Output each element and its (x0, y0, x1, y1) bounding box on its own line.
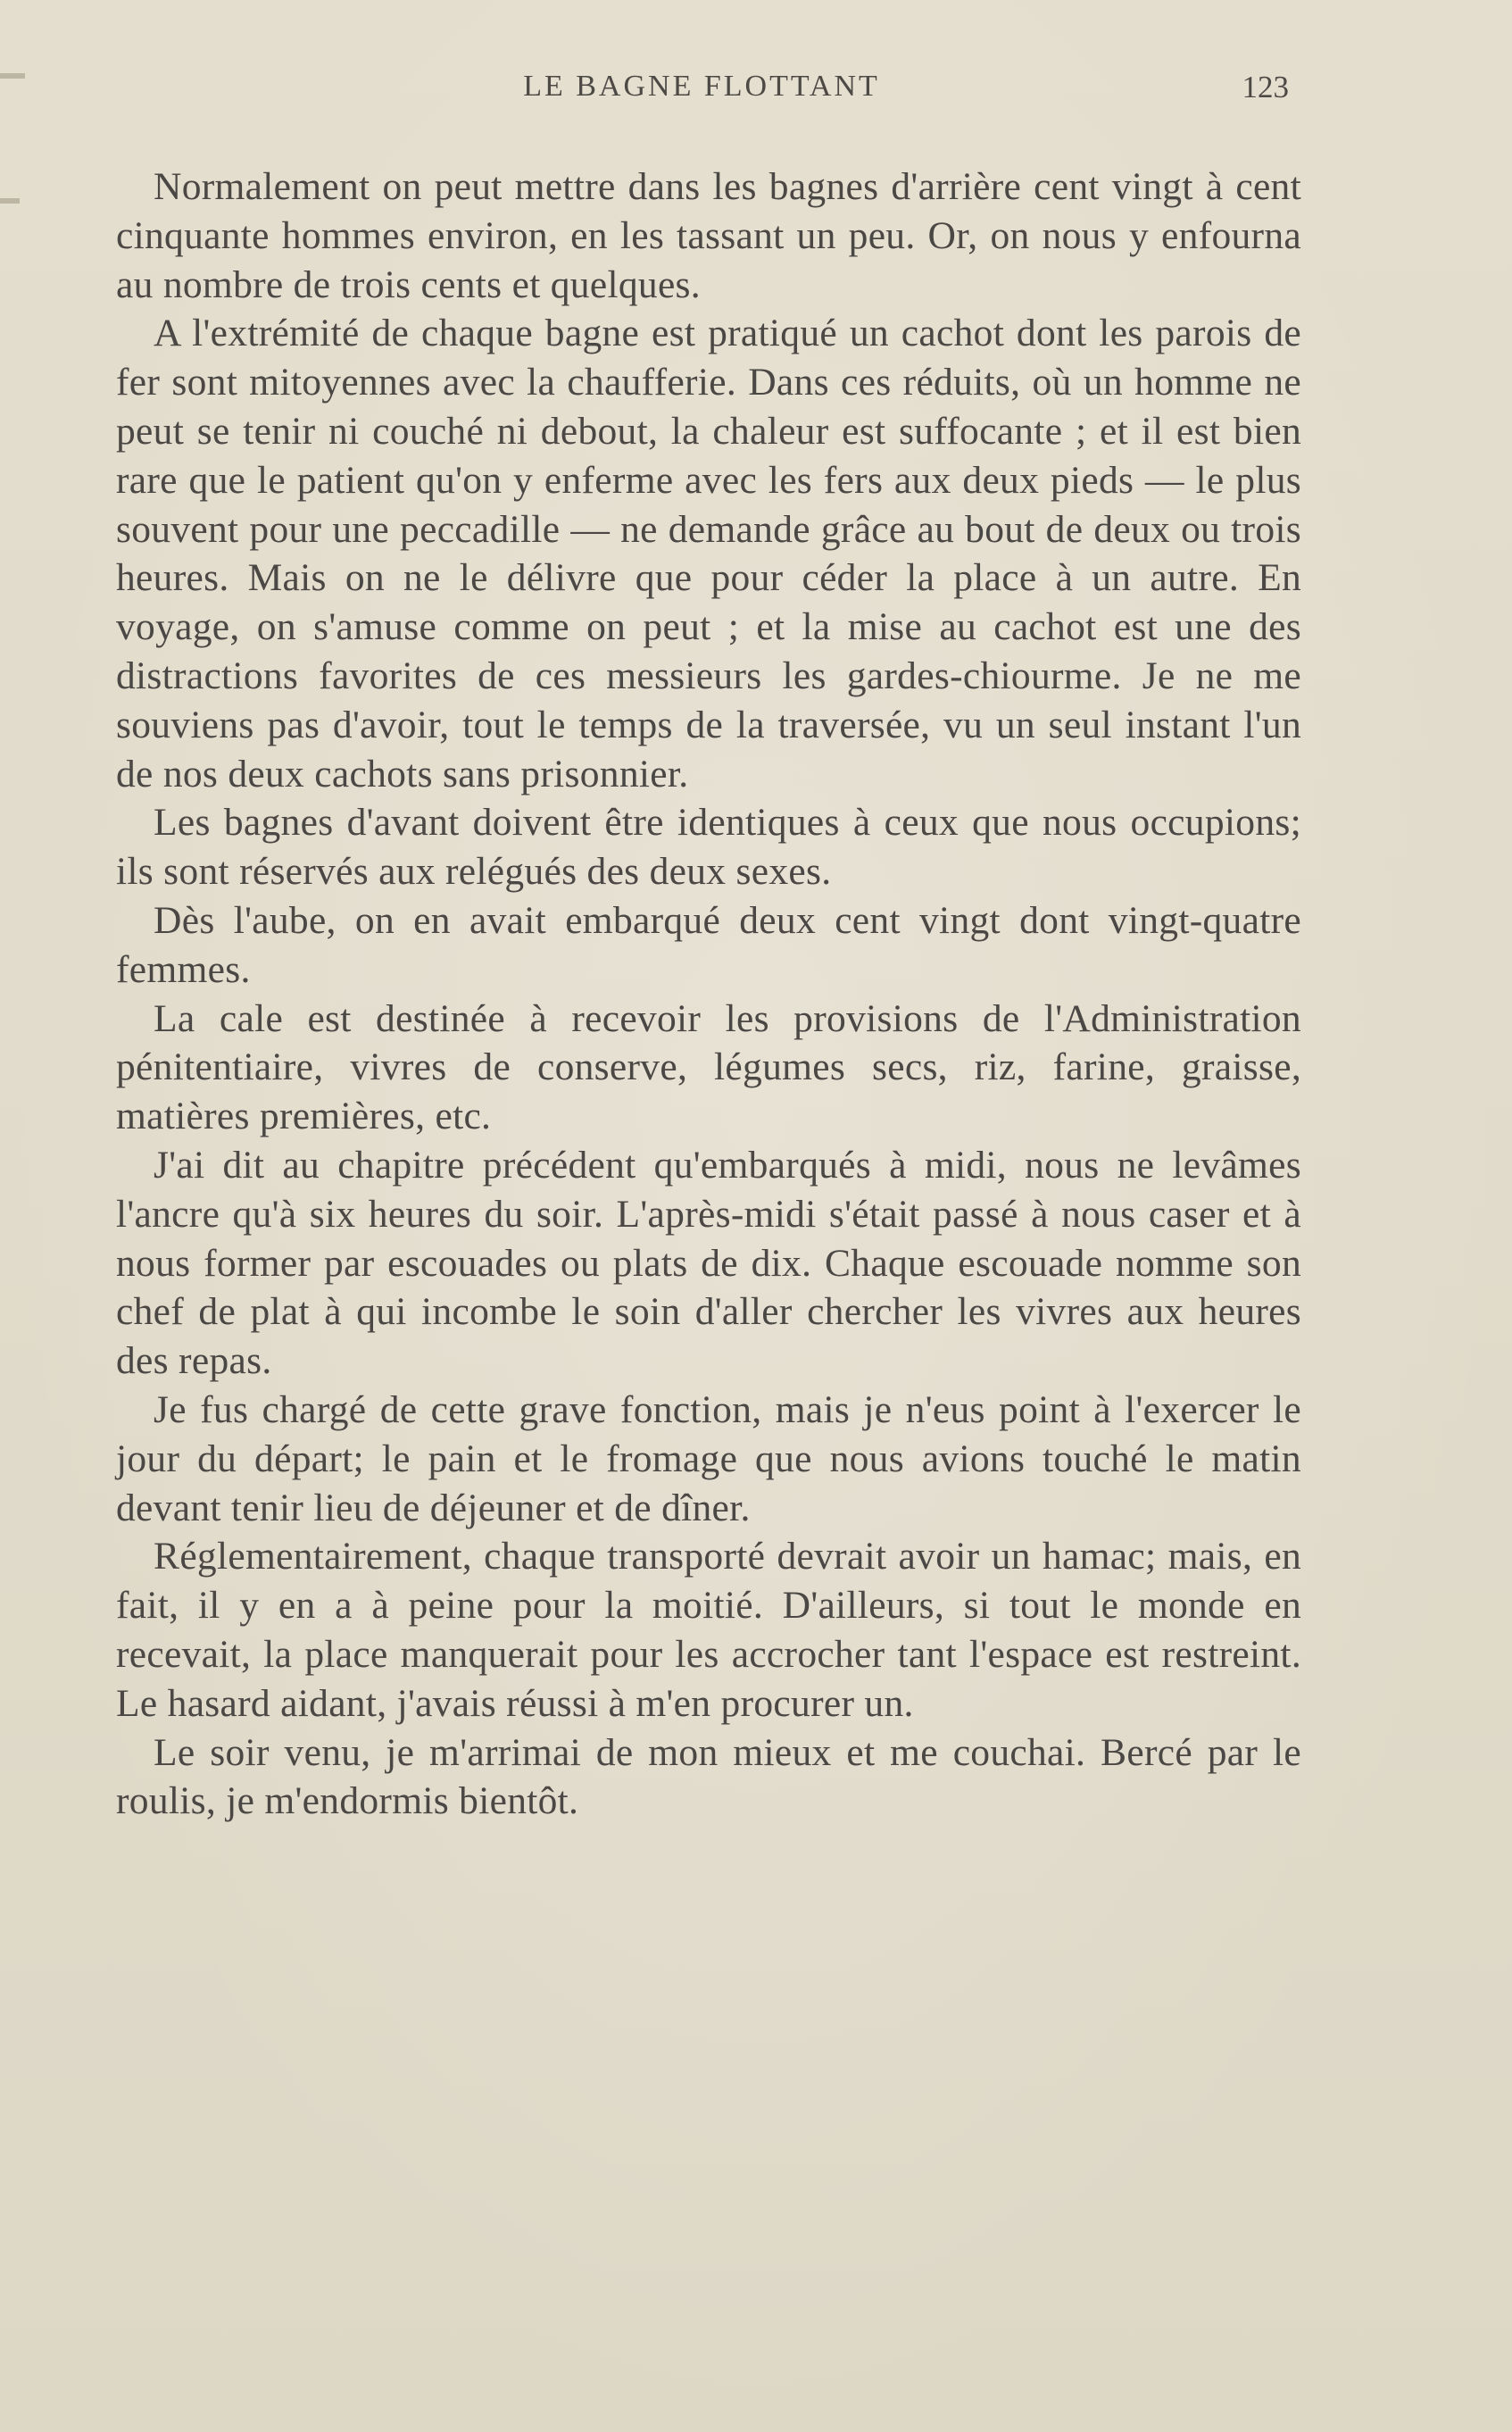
body-text (116, 162, 1301, 1826)
paragraph: Les bagnes d'avant doivent être identiques à ceux que nous occupions; ils sont réservés aux relégués des deux sexes. (116, 801, 1301, 894)
page-header (114, 70, 1289, 116)
page-edge-mark (0, 198, 20, 204)
paragraph: Le soir venu, je m'arrimai de mon mieux et me couchai. Bercé par le roulis, je m'endormis bientôt. (116, 1730, 1301, 1823)
paragraph: La cale est destinée à recevoir les provisions de l'Administration pénitentiaire, vivres de conserve, légumes secs, riz, farine, graisse, matières premières, etc. (116, 996, 1301, 1138)
running-title: LE BAGNE FLOTTANT (523, 70, 880, 103)
page-number: 123 (1242, 70, 1289, 104)
page-edge-mark (0, 73, 25, 79)
paragraph: Normalement on peut mettre dans les bagnes d'arrière cent vingt à cent cinquante hommes environ, en les tassant un peu. Or, on nous y enfourna au nombre de trois cents et quelques. (116, 165, 1301, 306)
paragraph: Dès l'aube, on en avait embarqué deux cent vingt dont vingt-quatre femmes. (116, 898, 1301, 991)
paragraph: A l'extrémité de chaque bagne est pratiqué un cachot dont les parois de fer sont mitoyennes avec la chaufferie. Dans ces réduits, où un homme ne peut se tenir ni couché ni debout, la chaleur est suffocante ; et il est bien rare que le patient qu'on y enferme avec les fers aux deux pieds — le plus souvent pour une peccadille — ne demande grâce au bout de deux ou trois heures. Mais on ne le délivre que pour céder la place à un autre. En voyage, on s'amuse comme on peut ; et la mise au cachot est une des distractions favorites de ces messieurs les gardes-chiourme. Je ne me souviens pas d'avoir, tout le temps de la traversée, vu un seul instant l'un de nos deux cachots sans prisonnier. (116, 312, 1301, 795)
paragraph: Je fus chargé de cette grave fonction, mais je n'eus point à l'exercer le jour du départ; le pain et le fromage que nous avions touché le matin devant tenir lieu de déjeuner et de dîner. (116, 1387, 1301, 1529)
paragraph: Réglementairement, chaque transporté devrait avoir un hamac; mais, en fait, il y en a à peine pour la moitié. D'ailleurs, si tout le monde en recevait, la place manquerait pour les accrocher tant l'espace est restreint. Le hasard aidant, j'avais réussi à m'en procurer un. (116, 1535, 1301, 1725)
paragraph: J'ai dit au chapitre précédent qu'embarqués à midi, nous ne levâmes l'ancre qu'à six heures du soir. L'après-midi s'était passé à nous caser et à nous former par escouades ou plats de dix. Chaque escouade nomme son chef de plat à qui incombe le soin d'aller chercher les vivres aux heures des repas. (116, 1143, 1301, 1383)
